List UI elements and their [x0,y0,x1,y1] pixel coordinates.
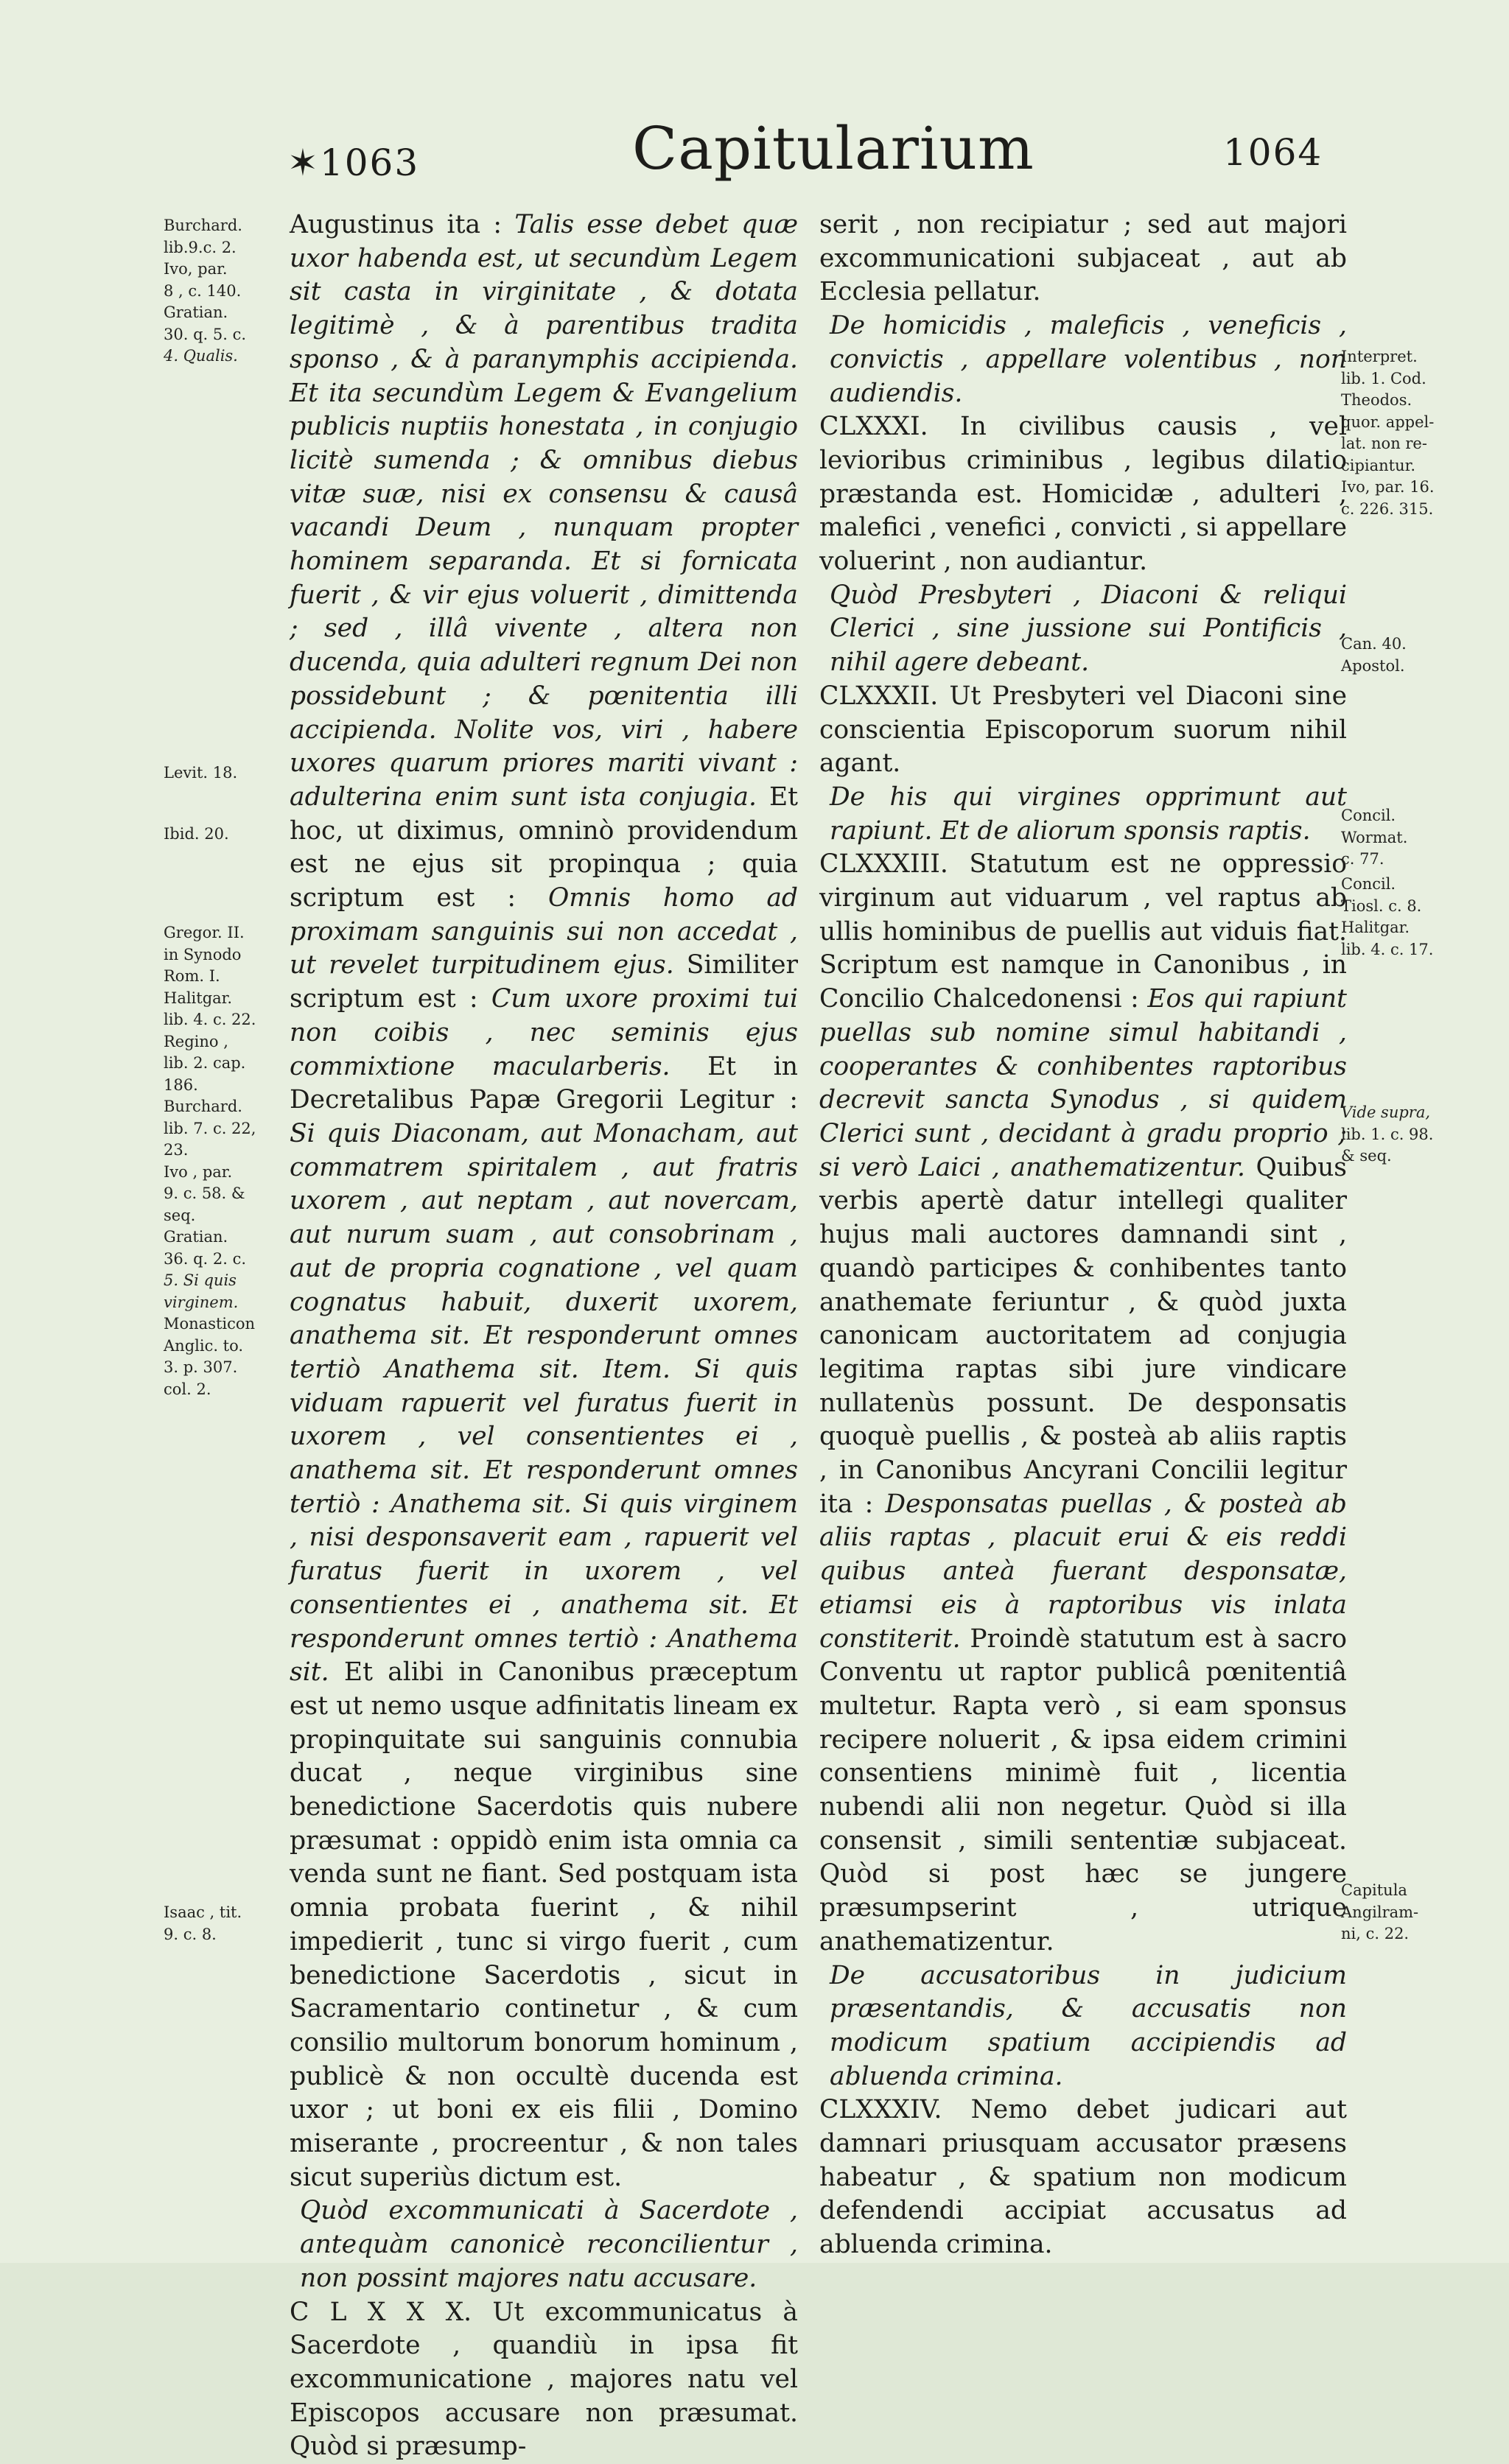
paragraph-augustinus: Augustinus ita : Talis esse debet quæ uxor habenda est, ut secundùm Legem sit casta in virginitate , & dotata legitimè , & à parentibus tradita sponso , & à paranymphis accipienda. Et ita secundùm Legem & Evangelium publicis nuptiis honestata , in conjugio licitè sumenda ; & omnibus diebus vitæ suæ, nisi ex consensu & causâ vacandi Deum , nunquam propter hominem separanda. Et si fornicata fuerit , & vir ejus voluerit , dimittenda ; sed , illâ vivente , altera non ducenda, quia adulteri regnum Dei non possidebunt ; & pœnitentia illi accipienda. Nolite vos, viri , habere uxores quarum priores mariti vivant : adulterina enim sunt ista conjugia. Et hoc, ut diximus, omninò providendum est ne ejus sit propinqua ; quia scriptum est : Omnis homo ad proximam sanguinis sui non accedat , ut revelet turpitudinem ejus. Similiter scriptum est : Cum uxore proximi tui non coibis , nec seminis ejus commixtione macularberis. Et in Decretalibus Papæ Gregorii Legitur : Si quis Diaconam, aut Monacham, aut commatrem spiritalem , aut fratris uxorem , aut neptam , aut novercam, aut nurum suam , aut consobrinam , aut de propria cognatione , vel quam cognatus habuit, duxerit uxorem, anathema sit. Et responderunt omnes tertiò Anathema sit. Item. Si quis viduam rapuerit vel furatus fuerit in uxorem , vel consentientes ei , anathema sit. Et responderunt omnes tertiò : Anathema sit. Si quis virginem , nisi desponsaverit eam , rapuerit vel furatus fuerit in uxorem , vel consentientes ei , anathema sit. Et responderunt omnes tertiò : Anathema sit. Et alibi in Canonibus præceptum est ut nemo usque adfinitatis lineam ex propinquitate sui sanguinis connubia ducat , neque virginibus sine benedictione Sacerdotis quis nubere præsumat : oppidò enim ista omnia ca venda sunt ne fiant. Sed postquam ista omnia probata fuerint , & nihil impedierit , tunc si virgo fuerit , cum benedictione Sacerdotis , sicut in Sacramentario continetur , & cum consilio multorum bonorum hominum , publicè & non occultè ducenda est uxor ; ut boni ex eis filii , Domino miserante , procreentur , & non tales sicut superiùs dictum est. [290,210,799,2192]
margin-note-right-5: Vide supra, lib. 1. c. 98. & seq. [1341,1103,1434,1165]
margin-note-right-6: Capitula Angilram- ni, c. 22. [1341,1881,1419,1942]
heading-clxxxiv: De accusatoribus in judicium præsentandis, & accusatis non modicum spatium accipiendis ad abluenda crimina. [830,1960,1347,2091]
page-number-left: ✶1063 [287,141,420,184]
margin-note-right-2: Can. 40. Apostol. [1341,635,1407,675]
text-column-left [290,208,798,2464]
paragraph-clxxxi: CLXXXI. In civilibus causis , vel levioribus criminibus , legibus dilatio præstanda est. Homicidæ , adulteri , malefici , venefici , convicti , si appellare voluerint , non audiantur. [819,412,1347,577]
running-head [0,110,1509,192]
margin-note-right-3: Concil. Wormat. c. 77. [1341,807,1408,868]
paragraph-clxxx: C L X X X. Ut excommunicatus à Sacerdote , quandiù in ipsa fit excommunicatione , majores natu vel Episcopos accusare non præsumat. Quòd si præsump- [290,2297,798,2462]
heading-clxxx: Quòd excommunicati à Sacerdote , antequàm canonicè reconcilientur , non possint majores natu accusare. [300,2196,798,2293]
heading-clxxxi: De homicidis , maleficis , veneficis , convictis , appellare volentibus , non audiendis. [830,311,1347,408]
margin-note-left-3: Ibid. 20. [164,825,229,843]
margin-note-left-5: Isaac , tit. 9. c. 8. [164,1903,242,1943]
paragraph-clxxxii: CLXXXII. Ut Presbyteri vel Diaconi sine conscientia Episcoporum suorum nihil agant. [819,681,1347,779]
margin-note-left-4: Gregor. II. in Synodo Rom. I. Halitgar. lib. 4. c. 22. Regino , lib. 2. cap. 186. Burchard. lib. 7. c. 22, 23. Ivo , par. 9. c. 58. & seq. Gratian. 36. q. 2. c. 5. Si quis virginem. Monasticon Anglic. to. 3. p. 307. col. 2. [164,924,256,1398]
text-column-right [819,208,1347,2262]
page-title: Capitularium [632,114,1034,183]
page-number-right: 1064 [1223,131,1323,174]
margin-note-right-4: Concil. Tiosl. c. 8. Halitgar. lib. 4. c. 17. [1341,875,1434,958]
paragraph-clxxxiv: CLXXXIV. Nemo debet judicari aut damnari priusquam accusator præsens habeatur , & spatium non modicum defendendi accipiat accusatus ad abluenda crimina. [819,2095,1347,2260]
paragraph-clxxxiii: CLXXXIII. Statutum est ne oppressio virginum aut viduarum , vel raptus ab ullis hominibus de puellis aut viduis fiat. Scriptum est namque in Canonibus , in Concilio Chalcedonensi : Eos qui rapiunt puellas sub nomine simul habitandi , cooperantes & conhibentes raptoribus decrevit sancta Synodus , si quidem Clerici sunt , decidant à gradu proprio ; si verò Laici , anathematizentur. Quibus verbis apertè datur intellegi qualiter hujus mali auctores damnandi sint , quandò participes & conhibentes tanto anathemate feriuntur , & quòd juxta canonicam auctoritatem ad conjugia legitima raptas sibi jure vindicare nullatenùs possunt. De desponsatis quoquè puellis , & posteà ab aliis raptis , in Canonibus Ancyrani Concilii legitur ita : Desponsatas puellas , & posteà ab aliis raptas , placuit erui & eis reddi quibus anteà fuerant desponsatæ, etiamsi eis à raptoribus vis inlata constiterit. Proindè statutum est à sacro Conventu ut raptor publicâ pœnitentiâ multetur. Rapta verò , si eam sponsus recipere noluerit , & ipsa eidem crimini consentiens minimè fuit , licentia nubendi alii non negetur. Quòd si illa consensit , simili sententiæ subjaceat. Quòd si post hæc se jungere præsumpserint , utrique anathematizentur. [819,849,1348,1956]
margin-note-left-1: Burchard. lib.9.c. 2. Ivo, par. 8 , c. 140. Gratian. 30. q. 5. c. 4. Qualis. [164,217,247,365]
paragraph-continuation: serit , non recipiatur ; sed aut majori excommunicationi subjaceat , aut ab Ecclesia pellatur. [819,210,1347,307]
margin-note-right-1: Interpret. lib. 1. Cod. Theodos. quor. appel- lat. non re- cipiantur. Ivo, par. 16. c. 226. 315. [1341,348,1435,518]
heading-clxxxii: Quòd Presbyteri , Diaconi & reliqui Clerici , sine jussione sui Pontificis , nihil agere debeant. [830,580,1347,678]
margin-note-left-2: Levit. 18. [164,764,238,782]
heading-clxxxiii: De his qui virgines opprimunt aut rapiunt. Et de aliorum sponsis raptis. [830,782,1347,846]
